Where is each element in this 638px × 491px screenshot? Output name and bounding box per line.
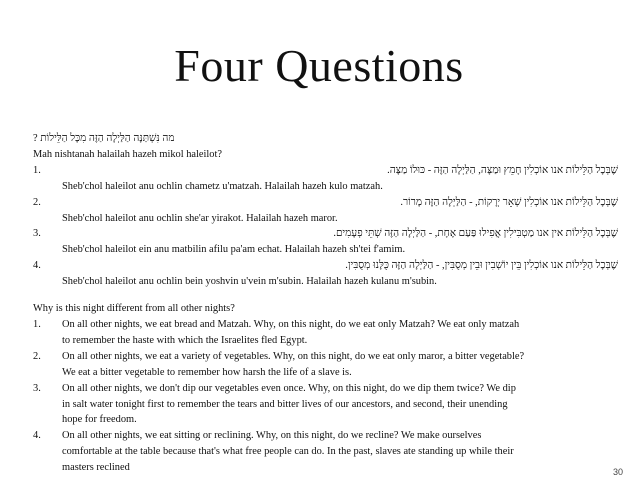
english-line: We eat a bitter vegetable to remember how harsh the life of a slave is. [62, 366, 352, 378]
english-item [33, 381, 618, 429]
english-item [33, 349, 618, 381]
transliteration-line: Sheb'chol haleilot anu ochlin she'ar yirakot. Halailah hazeh maror. [62, 212, 338, 224]
transliteration-line: Sheb'chol haleilot ein anu matbilin afilu pa'am echat. Halailah hazeh sh'tei f'amim. [62, 244, 406, 256]
english-line: On all other nights, we eat sitting or reclining. Why, on this night, do we recline? We make ourselves [62, 430, 482, 442]
slide-number: 30 [612, 467, 623, 477]
hebrew-item [33, 226, 618, 258]
slide-title: Four Questions [174, 40, 464, 91]
hebrew-line: שֶׁבְּכָל הַלֵּילוֹת אנו אוֹכְלִין שְׁאָר יְרָקוֹת, - הַלַּיְלָה הַזֶּה מָרוֹר. [400, 196, 618, 208]
english-question: Why is this night different from all other nights? [33, 303, 235, 315]
english-line: On all other nights, we don't dip our vegetables even once. Why, on this night, do we dip them twice? We dip [62, 382, 516, 394]
hebrew-item [33, 163, 618, 195]
item-number: 2. [33, 196, 41, 208]
english-line: comfortable at the table because that's what free people can do. In the past, slaves ate standing up while their [62, 446, 514, 458]
transliteration-line: Sheb'chol haleilot anu ochlin chametz u'matzah. Halailah hazeh kulo matzah. [62, 180, 383, 192]
slide-content [33, 131, 618, 476]
item-number: 1. [33, 318, 41, 330]
item-number: 2. [33, 350, 41, 362]
hebrew-line: שֶׁבְּכָל הַלֵּילוֹת אין אנו מַטְבִּילִין אֲפִילוּ פַּעַם אֶחָת, - הַלַּיְלָה הַזֶּה שְׁתֵּי פְעָמִים. [333, 228, 618, 240]
english-line: On all other nights, we eat bread and Matzah. Why, on this night, do we eat only Matzah? We eat only matzah [62, 318, 520, 330]
item-number: 4. [33, 430, 41, 442]
item-number: 3. [33, 382, 41, 394]
english-line: On all other nights, we eat a variety of vegetables. Why, on this night, do we eat only maror, a bitter vegetable? [62, 350, 525, 362]
english-item [33, 317, 618, 349]
transliterated-question: Mah nishtanah halailah hazeh mikol haleilot? [33, 148, 222, 160]
item-number: 1. [33, 164, 41, 176]
english-line: masters reclined [62, 462, 130, 474]
english-line: to remember the haste with which the Israelites fled Egypt. [62, 334, 308, 346]
item-number: 4. [33, 260, 41, 272]
english-line: in salt water tonight first to remember the tears and bitter lives of our ancestors, and second, their unending [62, 398, 508, 410]
item-number: 3. [33, 228, 41, 240]
hebrew-line: שֶׁבְּכָל הַלֵּילוֹת אנו אוֹכְלִין חָמֵץ וּמַצָּה, הַלַּיְלָה הַזֶּה - כּוּלוֹ מַצָּה. [387, 164, 618, 176]
hebrew-question: מה נִּשְׁתַּנָּה הַלַּיְלָה הַזֶּה מִכָּל הַלֵּילוֹת ? [33, 133, 175, 144]
hebrew-line: שֶׁבְּכָל הַלֵּילוֹת אנו אוֹכְלִין בֵּין יוֹשְׁבִין וּבֵין מְסֻבִּין, - הַלַּיְלָה הַזֶּה כֻּלָּנוּ מְסֻבִּין. [345, 260, 618, 272]
hebrew-item [33, 258, 618, 290]
english-line: hope for freedom. [62, 414, 137, 426]
hebrew-item [33, 195, 618, 227]
english-item [33, 428, 618, 476]
transliteration-line: Sheb'chol haleilot anu ochlin bein yoshvin u'vein m'subin. Halailah hazeh kulanu m'subin. [62, 276, 437, 288]
